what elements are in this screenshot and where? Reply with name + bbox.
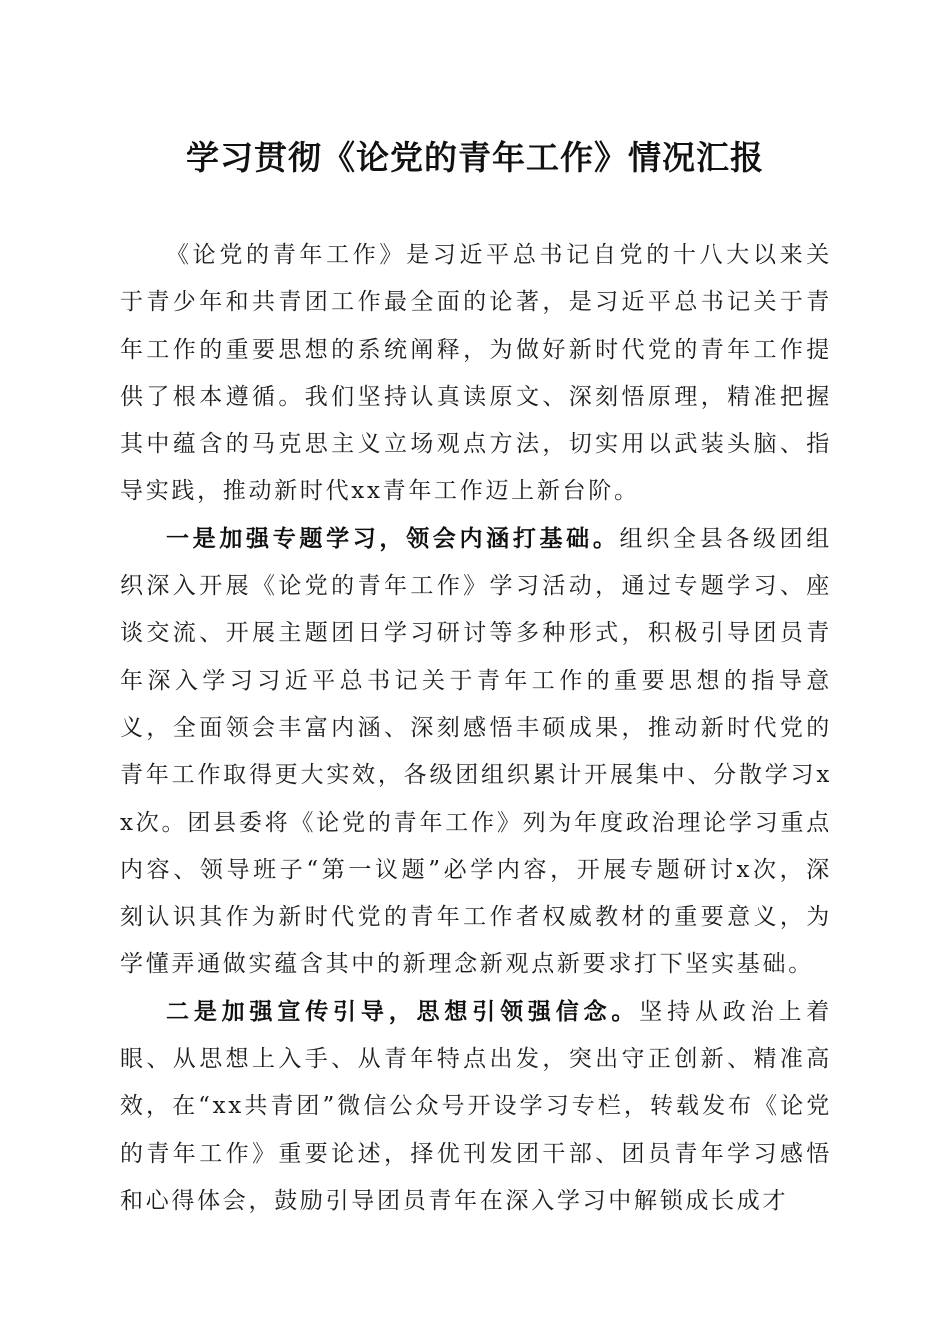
- document-title: 学习贯彻《论党的青年工作》情况汇报: [186, 138, 764, 177]
- paragraph-point-two: [120, 989, 832, 1225]
- paragraph-point-one: [120, 516, 832, 989]
- paragraph-text: 组织全县各级团组织深入开展《论党的青年工作》学习活动，通过专题学习、座谈交流、开展主题团日学习研讨等多种形式，积极引导团员青年深入学习习近平总书记关于青年工作的重要思想的指导意义，全面领会丰富内涵、深刻感悟丰硕成果，推动新时代党的青年工作取得更大实效，各级团组织累计开展集中、分散学习xx次。团县委将《论党的青年工作》列为年度政治理论学习重点内容、领导班子“第一议题”必学内容，开展专题研讨x次，深刻认识其作为新时代党的青年工作者权威教材的重要意义，为学懂弄通做实蕴含其中的新理念新观点新要求打下坚实基础。: [120, 525, 832, 978]
- paragraph-lead: 一是加强专题学习，领会内涵打基础。: [166, 525, 620, 552]
- paragraph-intro: [120, 232, 832, 516]
- paragraph-text: 《论党的青年工作》是习近平总书记自党的十八大以来关于青少年和共青团工作最全面的论著，是习近平总书记关于青年工作的重要思想的系统阐释，为做好新时代党的青年工作提供了根本遵循。我们坚持认真读原文、深刻悟原理，精准把握其中蕴含的马克思主义立场观点方法，切实用以武装头脑、指导实践，推动新时代xx青年工作迈上新台阶。: [120, 242, 832, 505]
- paragraph-lead: 二是加强宣传引导，思想引领强信念。: [166, 998, 640, 1025]
- paragraph-text: 坚持从政治上着眼、从思想上入手、从青年特点出发，突出守正创新、精准高效，在“xx共青团”微信公众号开设学习专栏，转载发布《论党的青年工作》重要论述，择优刊发团干部、团员青年学习感悟和心得体会，鼓励引导团员青年在深入学习中解锁成长成才: [120, 998, 832, 1214]
- document-body: [120, 232, 832, 1225]
